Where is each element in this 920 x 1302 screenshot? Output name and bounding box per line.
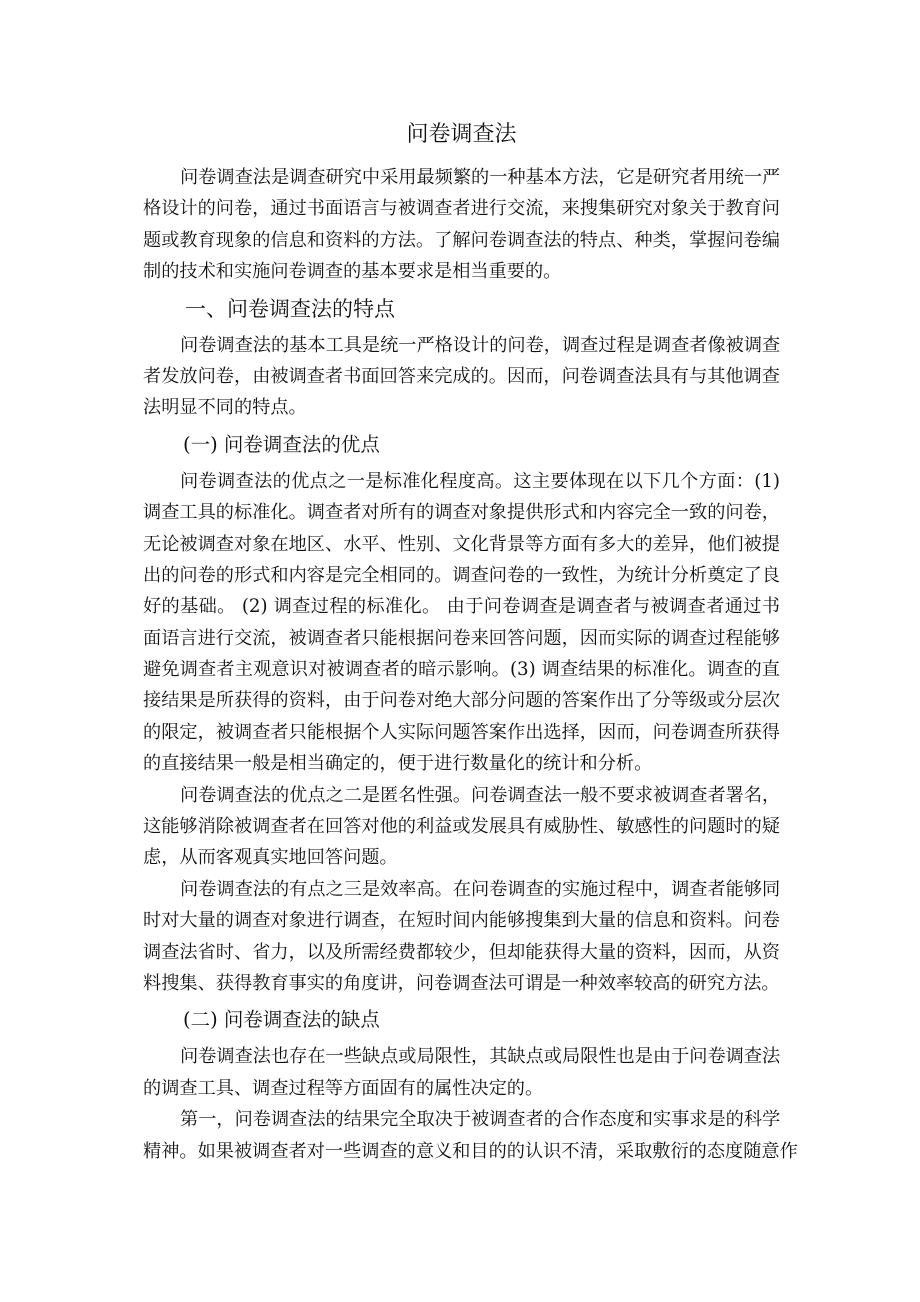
text-line: 制的技术和实施问卷调查的基本要求是相当重要的。 [143, 261, 562, 283]
paragraph [143, 330, 780, 424]
text-line: 的限定，被调查者只能根据个人实际问题答案作出选择，因而，问卷调查所获得 [143, 721, 780, 743]
text-line: 虑，从而客观真实地回答问题。 [143, 847, 398, 869]
text-line: 格设计的问卷，通过书面语言与被调查者进行交流，来搜集研究对象关于教育问 [143, 198, 780, 220]
paragraph [143, 1104, 798, 1167]
subsection-heading: (二) 问卷调查法的缺点 [183, 1008, 380, 1032]
text-line: 问卷调查法是调查研究中采用最频繁的一种基本方法，它是研究者用统一严 [180, 167, 781, 188]
text-line: 者发放问卷，由被调查者书面回答来完成的。因而，问卷调查法具有与其他调查 [143, 365, 780, 387]
text-line: 调查工具的标准化。调查者对所有的调查对象提供形式和内容完全一致的问卷， [143, 502, 780, 524]
subsection-heading: (一) 问卷调查法的优点 [183, 432, 380, 456]
text-line: 好的基础。 (2) 调查过程的标准化。 由于问卷调查是调查者与被调查者通过书 [143, 596, 780, 618]
text-line: 调查法省时、省力，以及所需经费都较少，但却能获得大量的资料，因而，从资 [143, 941, 780, 963]
paragraph [143, 466, 780, 780]
text-line: 的直接结果一般是相当确定的，便于进行数量化的统计和分析。 [143, 753, 653, 775]
text-line: 接结果是所获得的资料，由于问卷对绝大部分问题的答案作出了分等级或分层次 [143, 690, 780, 712]
text-line: 精神。如果被调查者对一些调查的意义和目的的认识不清，采取敷衍的态度随意作 [143, 1140, 798, 1162]
text-line: 料搜集、获得教育事实的角度讲，问卷调查法可谓是一种效率较高的研究方法。 [143, 972, 780, 994]
document-title: 问卷调查法 [406, 122, 517, 147]
paragraph [143, 780, 780, 874]
text-line: 法明显不同的特点。 [143, 397, 307, 419]
text-line: 无论被调查对象在地区、水平、性别、文化背景等方面有多大的差异，他们被提 [143, 533, 780, 555]
paragraph [143, 162, 780, 288]
text-line: 出的问卷的形式和内容是完全相同的。调查问卷的一致性，为统计分析奠定了良 [143, 564, 780, 586]
text-line: 问卷调查法的优点之一是标准化程度高。这主要体现在以下几个方面：(1) [180, 470, 780, 492]
section-heading: 一、问卷调查法的特点 [185, 296, 395, 321]
text-line: 问卷调查法也存在一些缺点或局限性，其缺点或局限性也是由于问卷调查法 [180, 1046, 781, 1068]
paragraph [143, 874, 780, 1000]
text-line: 避免调查者主观意识对被调查者的暗示影响。(3) 调查结果的标准化。调查的直 [143, 659, 780, 681]
text-line: 问卷调查法的优点之二是匿名性强。问卷调查法一般不要求被调查者署名， [180, 784, 781, 806]
text-line: 这能够消除被调查者在回答对他的利益或发展具有威胁性、敏感性的问题时的疑 [143, 816, 780, 838]
paragraph [143, 1041, 780, 1104]
text-line: 问卷调查法的有点之三是效率高。在问卷调查的实施过程中，调查者能够同 [180, 878, 781, 900]
text-line: 面语言进行交流，被调查者只能根据问卷来回答问题，因而实际的调查过程能够 [143, 627, 780, 649]
text-line: 的调查工具、调查过程等方面固有的属性决定的。 [143, 1077, 544, 1099]
document-body [143, 162, 798, 1167]
document-page [143, 118, 798, 1167]
text-line: 时对大量的调查对象进行调查，在短时间内能够搜集到大量的信息和资料。问卷 [143, 910, 780, 932]
text-line: 第一，问卷调查法的结果完全取决于被调查者的合作态度和实事求是的科学 [180, 1109, 781, 1131]
text-line: 题或教育现象的信息和资料的方法。了解问卷调查法的特点、种类，掌握问卷编 [143, 229, 780, 251]
text-line: 问卷调查法的基本工具是统一严格设计的问卷，调查过程是调查者像被调查 [180, 334, 781, 356]
